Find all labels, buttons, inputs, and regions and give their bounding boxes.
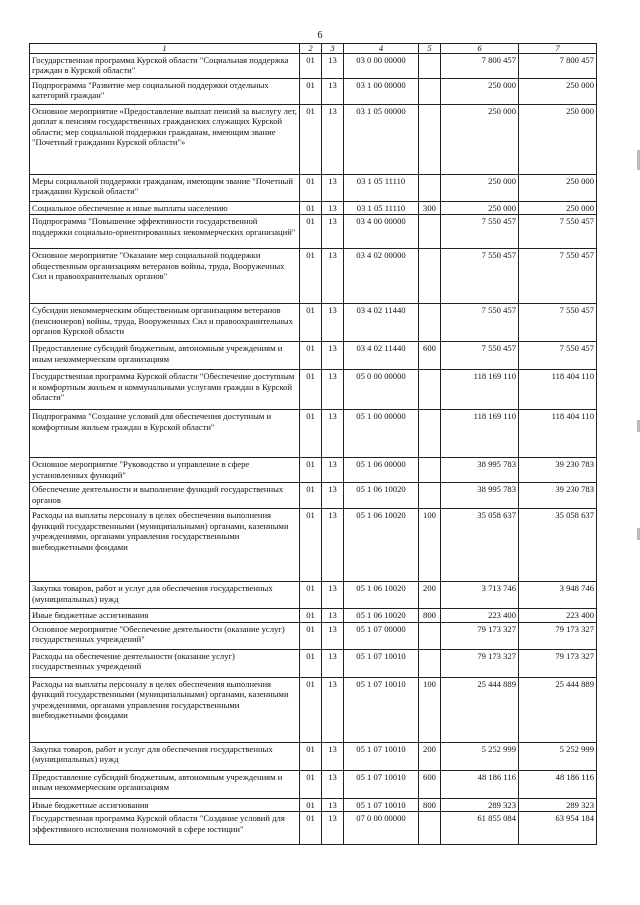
row-col4-cell: 05 1 06 10020 (344, 582, 419, 609)
row-name-cell: Основное мероприятие "Руководство и управление в сфере установленных функций" (30, 458, 300, 483)
row-col5-cell (419, 370, 441, 410)
row-col4-cell: 05 1 07 10010 (344, 649, 419, 677)
row-col3-cell: 13 (322, 54, 344, 79)
row-col7-cell: 35 058 637 (519, 509, 597, 582)
row-name-cell: Основное мероприятие «Предоставление выплат пенсий за выслугу лет, доплат к пенсиям государственных гражданских служащих Курской области; мер социальной поддержки гражданам, имеющим звание "Почетный гражданин Курской области"» (30, 105, 300, 175)
row-name-cell: Расходы на обеспечение деятельности (оказание услуг) государственных учреждений (30, 649, 300, 677)
row-name-cell: Социальное обеспечение и иные выплаты населению (30, 202, 300, 215)
row-name-cell: Предоставление субсидий бюджетным, автономным учреждениям и иным некоммерческим организациям (30, 770, 300, 798)
row-col3-cell: 13 (322, 458, 344, 483)
row-name-cell: Подпрограмма "Повышение эффективности государственной поддержки социально-ориентированных некоммерческих организаций" (30, 215, 300, 249)
row-col6-cell: 38 995 783 (441, 483, 519, 509)
table-row (30, 458, 597, 483)
row-col2-cell: 01 (300, 249, 322, 304)
row-col5-cell (419, 649, 441, 677)
row-col4-cell: 05 1 07 10010 (344, 770, 419, 798)
row-col7-cell: 7 550 457 (519, 342, 597, 370)
row-col7-cell: 7 550 457 (519, 249, 597, 304)
row-col4-cell: 05 1 06 10020 (344, 609, 419, 622)
row-name-cell: Закупка товаров, работ и услуг для обеспечения государственных (муниципальных) нужд (30, 582, 300, 609)
row-col5-cell: 800 (419, 609, 441, 622)
row-col2-cell: 01 (300, 609, 322, 622)
row-col3-cell: 13 (322, 105, 344, 175)
table-row (30, 79, 597, 105)
row-col2-cell: 01 (300, 742, 322, 770)
row-col5-cell (419, 622, 441, 649)
row-col3-cell: 13 (322, 677, 344, 742)
row-col2-cell: 01 (300, 649, 322, 677)
row-col4-cell: 03 1 05 00000 (344, 105, 419, 175)
row-col5-cell (419, 175, 441, 202)
row-col7-cell: 48 186 116 (519, 770, 597, 798)
row-name-cell: Подпрограмма "Развитие мер социальной поддержки отдельных категорий граждан" (30, 79, 300, 105)
table-row (30, 304, 597, 342)
column-number-header (30, 44, 597, 54)
row-col7-cell: 118 404 110 (519, 410, 597, 458)
row-col7-cell: 39 230 783 (519, 458, 597, 483)
row-col7-cell: 250 000 (519, 79, 597, 105)
row-name-cell: Меры социальной поддержки гражданам, имеющим звание "Почетный гражданин Курской области" (30, 175, 300, 202)
table-row (30, 202, 597, 215)
row-col2-cell: 01 (300, 202, 322, 215)
row-col3-cell: 13 (322, 812, 344, 845)
row-name-cell: Иные бюджетные ассигнования (30, 609, 300, 622)
row-col7-cell: 63 954 184 (519, 812, 597, 845)
col-header-6: 6 (441, 44, 519, 54)
row-col2-cell: 01 (300, 812, 322, 845)
row-col4-cell: 03 4 02 11440 (344, 304, 419, 342)
row-col4-cell: 03 4 00 00000 (344, 215, 419, 249)
row-col4-cell: 05 1 06 10020 (344, 509, 419, 582)
row-col3-cell: 13 (322, 770, 344, 798)
row-col3-cell: 13 (322, 342, 344, 370)
row-col5-cell (419, 458, 441, 483)
row-col7-cell: 250 000 (519, 202, 597, 215)
row-col2-cell: 01 (300, 304, 322, 342)
row-col3-cell: 13 (322, 622, 344, 649)
table-row (30, 649, 597, 677)
row-col5-cell (419, 483, 441, 509)
row-col5-cell (419, 54, 441, 79)
row-col3-cell: 13 (322, 249, 344, 304)
row-col2-cell: 01 (300, 79, 322, 105)
table-row (30, 105, 597, 175)
row-col6-cell: 25 444 889 (441, 677, 519, 742)
row-col6-cell: 7 550 457 (441, 215, 519, 249)
row-col3-cell: 13 (322, 509, 344, 582)
col-header-7: 7 (519, 44, 597, 54)
row-col6-cell: 38 995 783 (441, 458, 519, 483)
row-col6-cell: 250 000 (441, 105, 519, 175)
row-col5-cell: 600 (419, 342, 441, 370)
row-col6-cell: 289 323 (441, 798, 519, 811)
row-col7-cell: 118 404 110 (519, 370, 597, 410)
row-col4-cell: 05 1 07 10010 (344, 798, 419, 811)
row-col3-cell: 13 (322, 798, 344, 811)
row-name-cell: Обеспечение деятельности и выполнение функций государственных органов (30, 483, 300, 509)
row-col4-cell: 05 1 06 00000 (344, 458, 419, 483)
row-name-cell: Подпрограмма "Создание условий для обеспечения доступным и комфортным жильем граждан в Курской области" (30, 410, 300, 458)
row-col2-cell: 01 (300, 622, 322, 649)
row-col7-cell: 250 000 (519, 175, 597, 202)
row-col2-cell: 01 (300, 458, 322, 483)
table-row (30, 770, 597, 798)
table-row (30, 609, 597, 622)
table-row (30, 215, 597, 249)
row-col5-cell: 100 (419, 509, 441, 582)
row-col3-cell: 13 (322, 742, 344, 770)
row-col6-cell: 7 550 457 (441, 342, 519, 370)
row-col7-cell: 39 230 783 (519, 483, 597, 509)
row-col3-cell: 13 (322, 175, 344, 202)
row-col2-cell: 01 (300, 105, 322, 175)
row-col6-cell: 7 550 457 (441, 304, 519, 342)
row-col3-cell: 13 (322, 410, 344, 458)
row-col7-cell: 223 400 (519, 609, 597, 622)
row-name-cell: Государственная программа Курской области "Создание условий для эффективного исполнения полномочий в сфере юстиции" (30, 812, 300, 845)
table-row (30, 249, 597, 304)
table-row (30, 812, 597, 845)
row-col6-cell: 250 000 (441, 79, 519, 105)
table-row (30, 798, 597, 811)
row-col4-cell: 03 0 00 00000 (344, 54, 419, 79)
table-row (30, 175, 597, 202)
row-col7-cell: 7 550 457 (519, 304, 597, 342)
row-col3-cell: 13 (322, 582, 344, 609)
row-col2-cell: 01 (300, 582, 322, 609)
row-col3-cell: 13 (322, 649, 344, 677)
row-col6-cell: 5 252 999 (441, 742, 519, 770)
row-col5-cell: 200 (419, 742, 441, 770)
row-col6-cell: 118 169 110 (441, 410, 519, 458)
row-col2-cell: 01 (300, 54, 322, 79)
col-header-2: 2 (300, 44, 322, 54)
row-col7-cell: 7 800 457 (519, 54, 597, 79)
row-name-cell: Расходы на выплаты персоналу в целях обеспечения выполнения функций государственными (муниципальными) органами, казенными учреждениями, органами управления государственными внебюджетными фондами (30, 509, 300, 582)
table-row (30, 370, 597, 410)
row-col4-cell: 05 1 07 10010 (344, 677, 419, 742)
row-col4-cell: 07 0 00 00000 (344, 812, 419, 845)
row-col4-cell: 05 1 00 00000 (344, 410, 419, 458)
table-row (30, 742, 597, 770)
row-col2-cell: 01 (300, 342, 322, 370)
col-header-4: 4 (344, 44, 419, 54)
row-col2-cell: 01 (300, 215, 322, 249)
row-col7-cell: 250 000 (519, 105, 597, 175)
row-col6-cell: 35 058 637 (441, 509, 519, 582)
row-col7-cell: 7 550 457 (519, 215, 597, 249)
page-number: 6 (317, 30, 323, 41)
budget-table (29, 43, 597, 845)
row-col7-cell: 79 173 327 (519, 649, 597, 677)
row-col7-cell: 5 252 999 (519, 742, 597, 770)
row-name-cell: Субсидии некоммерческим общественным организациям ветеранов (пенсионеров) войны, труда, Вооруженных Сил и правоохранительных органов Курской области (30, 304, 300, 342)
col-header-3: 3 (322, 44, 344, 54)
row-col4-cell: 03 4 02 11440 (344, 342, 419, 370)
row-col5-cell (419, 304, 441, 342)
col-header-5: 5 (419, 44, 441, 54)
col-header-1: 1 (30, 44, 300, 54)
row-name-cell: Иные бюджетные ассигнования (30, 798, 300, 811)
table-row (30, 509, 597, 582)
row-col6-cell: 118 169 110 (441, 370, 519, 410)
row-col5-cell: 300 (419, 202, 441, 215)
row-col6-cell: 79 173 327 (441, 649, 519, 677)
row-col6-cell: 250 000 (441, 175, 519, 202)
row-name-cell: Предоставление субсидий бюджетным, автономным учреждениям и иным некоммерческим организациям (30, 342, 300, 370)
row-col5-cell (419, 249, 441, 304)
row-col3-cell: 13 (322, 609, 344, 622)
row-col3-cell: 13 (322, 483, 344, 509)
row-name-cell: Государственная программа Курской области "Социальная поддержка граждан в Курской области" (30, 54, 300, 79)
row-col5-cell (419, 79, 441, 105)
row-col3-cell: 13 (322, 304, 344, 342)
row-col5-cell: 200 (419, 582, 441, 609)
row-col2-cell: 01 (300, 370, 322, 410)
row-col7-cell: 3 948 746 (519, 582, 597, 609)
row-col5-cell: 100 (419, 677, 441, 742)
row-col6-cell: 61 855 084 (441, 812, 519, 845)
row-col5-cell (419, 215, 441, 249)
row-col5-cell (419, 410, 441, 458)
table-row (30, 622, 597, 649)
row-col5-cell (419, 105, 441, 175)
table-row (30, 410, 597, 458)
row-name-cell: Закупка товаров, работ и услуг для обеспечения государственных (муниципальных) нужд (30, 742, 300, 770)
row-col6-cell: 79 173 327 (441, 622, 519, 649)
row-col4-cell: 05 1 07 10010 (344, 742, 419, 770)
row-col3-cell: 13 (322, 370, 344, 410)
row-col3-cell: 13 (322, 202, 344, 215)
row-col6-cell: 250 000 (441, 202, 519, 215)
row-col4-cell: 05 1 06 10020 (344, 483, 419, 509)
table-row (30, 677, 597, 742)
table-row (30, 582, 597, 609)
row-col3-cell: 13 (322, 79, 344, 105)
row-col6-cell: 3 713 746 (441, 582, 519, 609)
row-col4-cell: 03 1 05 11110 (344, 202, 419, 215)
row-col2-cell: 01 (300, 483, 322, 509)
row-col2-cell: 01 (300, 509, 322, 582)
row-col6-cell: 7 550 457 (441, 249, 519, 304)
row-name-cell: Государственная программа Курской области "Обеспечение доступным и комфортным жильем и коммунальными услугами граждан в Курской области" (30, 370, 300, 410)
row-col4-cell: 03 4 02 00000 (344, 249, 419, 304)
row-col6-cell: 223 400 (441, 609, 519, 622)
row-name-cell: Основное мероприятие "Оказание мер социальной поддержки общественным организациям ветеранов войны, труда, Вооруженных Сил и правоохранительных органов" (30, 249, 300, 304)
row-col2-cell: 01 (300, 175, 322, 202)
row-col5-cell: 600 (419, 770, 441, 798)
row-col2-cell: 01 (300, 770, 322, 798)
table-row (30, 54, 597, 79)
row-col4-cell: 05 1 07 00000 (344, 622, 419, 649)
table-body (30, 54, 597, 845)
row-col2-cell: 01 (300, 677, 322, 742)
row-col7-cell: 289 323 (519, 798, 597, 811)
row-col4-cell: 03 1 00 00000 (344, 79, 419, 105)
row-name-cell: Основное мероприятие "Обеспечение деятельности (оказание услуг) государственных учреждений" (30, 622, 300, 649)
row-col5-cell: 800 (419, 798, 441, 811)
row-col6-cell: 7 800 457 (441, 54, 519, 79)
row-col7-cell: 25 444 889 (519, 677, 597, 742)
row-col7-cell: 79 173 327 (519, 622, 597, 649)
row-col2-cell: 01 (300, 798, 322, 811)
row-col4-cell: 03 1 05 11110 (344, 175, 419, 202)
table-row (30, 483, 597, 509)
row-col6-cell: 48 186 116 (441, 770, 519, 798)
row-col5-cell (419, 812, 441, 845)
row-col3-cell: 13 (322, 215, 344, 249)
row-name-cell: Расходы на выплаты персоналу в целях обеспечения выполнения функций государственными (муниципальными) органами, казенными учреждениями, органами управления государственными внебюджетными фондами (30, 677, 300, 742)
table-row (30, 342, 597, 370)
row-col4-cell: 05 0 00 00000 (344, 370, 419, 410)
row-col2-cell: 01 (300, 410, 322, 458)
